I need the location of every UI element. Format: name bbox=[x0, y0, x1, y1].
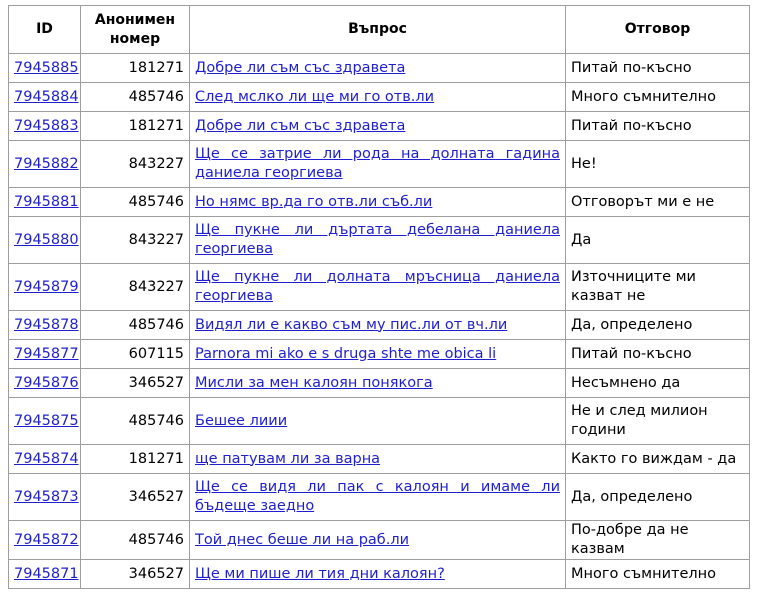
table-row bbox=[9, 264, 750, 311]
table-row bbox=[9, 112, 750, 141]
question-link[interactable]: Но нямс вр.да го отв.ли съб.ли bbox=[195, 193, 433, 210]
answer-cell: Отговорът ми е не bbox=[566, 188, 750, 217]
question-cell bbox=[190, 445, 566, 474]
answer-cell: Несъмнено да bbox=[566, 369, 750, 398]
question-link[interactable]: Ще ми пише ли тия дни калоян? bbox=[195, 565, 445, 582]
answer-cell: Питай по-късно bbox=[566, 340, 750, 369]
question-link[interactable]: Ще пукне ли дъртата дебелана даниела георгиева bbox=[195, 222, 560, 257]
table-row bbox=[9, 311, 750, 340]
answer-cell: Източниците ми казват не bbox=[566, 264, 750, 311]
question-cell bbox=[190, 521, 566, 560]
anon-number-cell: 181271 bbox=[81, 445, 190, 474]
id-cell bbox=[9, 521, 81, 560]
answer-cell: Много съмнително bbox=[566, 83, 750, 112]
question-link[interactable]: Добре ли съм със здравета bbox=[195, 117, 406, 134]
question-link[interactable]: Parnora mi ako e s druga shte me obica li bbox=[195, 345, 497, 362]
answer-cell: По-добре да не казвам bbox=[566, 521, 750, 560]
id-link[interactable]: 7945878 bbox=[14, 316, 79, 333]
table-row bbox=[9, 369, 750, 398]
table-header-row bbox=[9, 6, 750, 54]
id-cell bbox=[9, 398, 81, 445]
answer-cell: Да bbox=[566, 217, 750, 264]
id-link[interactable]: 7945873 bbox=[14, 488, 79, 505]
table-row bbox=[9, 474, 750, 521]
question-cell bbox=[190, 141, 566, 188]
anon-number-cell: 607115 bbox=[81, 340, 190, 369]
answer-cell: Да, определено bbox=[566, 474, 750, 521]
id-cell bbox=[9, 141, 81, 188]
question-cell bbox=[190, 474, 566, 521]
anon-number-cell: 485746 bbox=[81, 188, 190, 217]
answer-cell: Питай по-късно bbox=[566, 54, 750, 83]
id-link[interactable]: 7945877 bbox=[14, 345, 79, 362]
id-link[interactable]: 7945874 bbox=[14, 450, 79, 467]
id-cell bbox=[9, 369, 81, 398]
column-header-id: ID bbox=[9, 6, 81, 54]
table-row bbox=[9, 141, 750, 188]
id-link[interactable]: 7945883 bbox=[14, 117, 79, 134]
id-link[interactable]: 7945881 bbox=[14, 193, 79, 210]
question-cell bbox=[190, 83, 566, 112]
anon-number-cell: 181271 bbox=[81, 54, 190, 83]
id-cell bbox=[9, 112, 81, 141]
id-link[interactable]: 7945871 bbox=[14, 565, 79, 582]
answer-cell: Много съмнително bbox=[566, 560, 750, 589]
column-header-anon: Анонимен номер bbox=[81, 6, 190, 54]
table-row bbox=[9, 83, 750, 112]
question-cell bbox=[190, 311, 566, 340]
id-cell bbox=[9, 445, 81, 474]
question-link[interactable]: Ще се видя ли пак с калоян и имаме ли бъдеще заедно bbox=[195, 479, 560, 514]
table-row bbox=[9, 521, 750, 560]
question-cell bbox=[190, 112, 566, 141]
id-cell bbox=[9, 311, 81, 340]
question-cell bbox=[190, 264, 566, 311]
id-link[interactable]: 7945872 bbox=[14, 531, 79, 548]
question-cell bbox=[190, 560, 566, 589]
id-link[interactable]: 7945880 bbox=[14, 231, 79, 248]
anon-number-cell: 485746 bbox=[81, 521, 190, 560]
id-link[interactable]: 7945879 bbox=[14, 278, 79, 295]
id-cell bbox=[9, 83, 81, 112]
anon-number-cell: 843227 bbox=[81, 217, 190, 264]
table-row bbox=[9, 340, 750, 369]
table-row bbox=[9, 445, 750, 474]
id-cell bbox=[9, 54, 81, 83]
table-row bbox=[9, 188, 750, 217]
column-header-question: Въпрос bbox=[190, 6, 566, 54]
question-cell bbox=[190, 340, 566, 369]
id-link[interactable]: 7945885 bbox=[14, 59, 79, 76]
id-link[interactable]: 7945875 bbox=[14, 412, 79, 429]
id-cell bbox=[9, 474, 81, 521]
answer-cell: Не и след милион години bbox=[566, 398, 750, 445]
question-link[interactable]: Добре ли съм със здравета bbox=[195, 59, 406, 76]
question-link[interactable]: Ще пукне ли долната мръсница даниела георгиева bbox=[195, 269, 560, 304]
question-link[interactable]: ще патувам ли за варна bbox=[195, 450, 381, 467]
anon-number-cell: 346527 bbox=[81, 369, 190, 398]
question-cell bbox=[190, 217, 566, 264]
anon-number-cell: 346527 bbox=[81, 474, 190, 521]
id-cell bbox=[9, 217, 81, 264]
column-header-answer: Отговор bbox=[566, 6, 750, 54]
anon-number-cell: 843227 bbox=[81, 264, 190, 311]
question-link[interactable]: Видял ли е какво съм му пис.ли от вч.ли bbox=[195, 316, 508, 333]
anon-number-cell: 181271 bbox=[81, 112, 190, 141]
anon-number-cell: 485746 bbox=[81, 398, 190, 445]
question-cell bbox=[190, 369, 566, 398]
question-cell bbox=[190, 398, 566, 445]
id-cell bbox=[9, 264, 81, 311]
table-row bbox=[9, 398, 750, 445]
id-cell bbox=[9, 340, 81, 369]
question-link[interactable]: Той днес беше ли на раб.ли bbox=[195, 531, 410, 548]
answer-cell: Питай по-късно bbox=[566, 112, 750, 141]
question-link[interactable]: Бешее лиии bbox=[195, 412, 288, 429]
table-row bbox=[9, 560, 750, 589]
anon-number-cell: 843227 bbox=[81, 141, 190, 188]
id-cell bbox=[9, 560, 81, 589]
table-row bbox=[9, 217, 750, 264]
question-link[interactable]: Ще се затрие ли рода на долната гадина даниела георгиева bbox=[195, 146, 560, 181]
question-link[interactable]: Мисли за мен калоян понякога bbox=[195, 374, 433, 391]
anon-number-cell: 485746 bbox=[81, 83, 190, 112]
answer-cell: Както го виждам - да bbox=[566, 445, 750, 474]
question-link[interactable]: След мслко ли ще ми го отв.ли bbox=[195, 88, 435, 105]
answer-cell: Не! bbox=[566, 141, 750, 188]
answer-cell: Да, определено bbox=[566, 311, 750, 340]
question-cell bbox=[190, 54, 566, 83]
anon-number-cell: 485746 bbox=[81, 311, 190, 340]
anon-number-cell: 346527 bbox=[81, 560, 190, 589]
questions-table bbox=[8, 5, 750, 589]
id-cell bbox=[9, 188, 81, 217]
table-row bbox=[9, 54, 750, 83]
id-link[interactable]: 7945876 bbox=[14, 374, 79, 391]
id-link[interactable]: 7945882 bbox=[14, 155, 79, 172]
id-link[interactable]: 7945884 bbox=[14, 88, 79, 105]
question-cell bbox=[190, 188, 566, 217]
